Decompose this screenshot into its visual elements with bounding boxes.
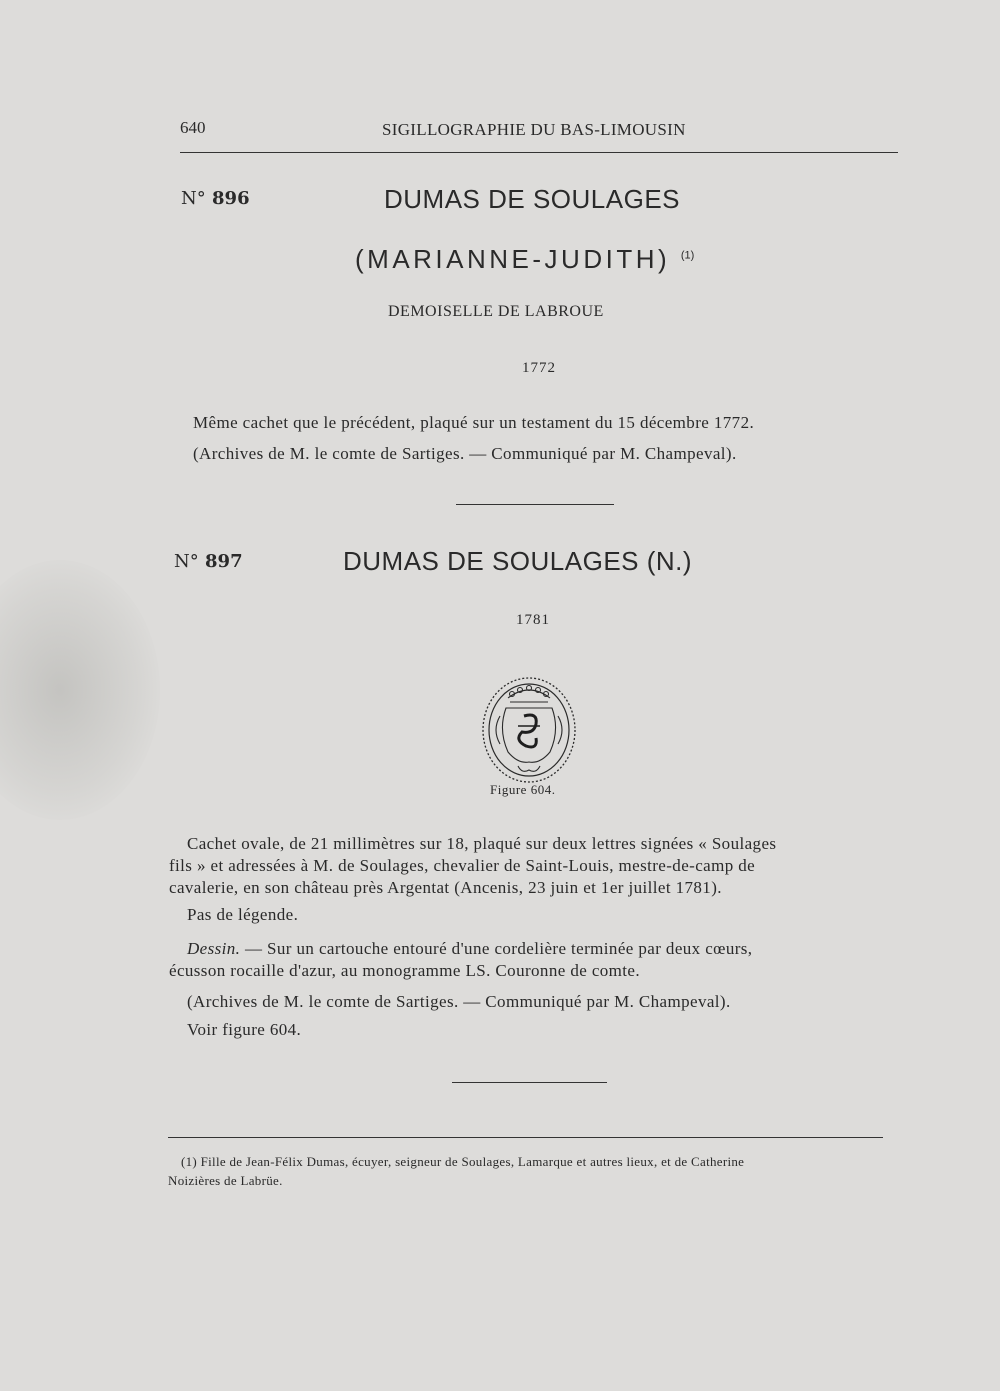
page-number: 640 [180,118,206,137]
entry-paragraph-896-2: (Archives de M. le comte de Sartiges. — Communiqué par M. Champeval). [193,444,737,463]
running-title: SIGILLOGRAPHIE DU BAS-LIMOUSIN [382,120,686,139]
entry-paragraph-897-1c: cavalerie, en son château près Argentat (Ancenis, 23 juin et 1er juillet 1781). [169,878,722,897]
entry-paragraph-897-5: Voir figure 604. [187,1020,302,1039]
number-value: 896 [212,188,250,209]
footnote-ref: (1) [680,249,695,262]
entry-paragraph-897-2: Pas de légende. [187,905,299,924]
footnote-line-2: Noizières de Labrüe. [168,1173,283,1188]
entry-paragraph-896-1: Même cachet que le précédent, plaqué sur un testament du 15 décembre 1772. [193,413,755,432]
dessin-text: — Sur un cartouche entouré d'une cordelière terminée par deux cœurs, [240,939,753,958]
entry-year-897: 1781 [516,612,550,628]
entry-paragraph-897-4: (Archives de M. le comte de Sartiges. — Communiqué par M. Champeval). [187,992,731,1011]
number-value: 897 [205,551,243,572]
paper-stain [0,560,160,820]
dessin-label: Dessin. [187,939,241,958]
entry-paragraph-897-1a: Cachet ovale, de 21 millimètres sur 18, plaqué sur deux lettres signées « Soulages [187,834,777,853]
figure-caption: Figure 604. [490,782,556,797]
footnote-line-1: (1) Fille de Jean-Félix Dumas, écuyer, seigneur de Soulages, Lamarque et autres lieux, et de Catherine [181,1154,745,1169]
section-separator [456,504,614,505]
entry-title-897: DUMAS DE SOULAGES (N.) [343,546,693,576]
end-separator [452,1082,607,1083]
footnote-rule [168,1137,883,1138]
number-prefix: N° [181,188,206,209]
entry-paragraph-897-1b: fils » et adressées à M. de Soulages, chevalier de Saint-Louis, mestre-de-camp de [169,856,756,875]
entry-paragraph-897-3b: écusson rocaille d'azur, au monogramme LS. Couronne de comte. [169,961,641,980]
seal-illustration [478,668,580,786]
entry-year-896: 1772 [522,360,556,376]
number-prefix: N° [174,551,199,572]
entry-number-896 [181,188,250,209]
header-rule [180,152,898,153]
entry-paragraph-897-3a [187,938,752,959]
entry-qualifier-896: DEMOISELLE DE LABROUE [388,303,604,320]
entry-number-897 [174,551,243,572]
entry-title-896: DUMAS DE SOULAGES [384,184,681,214]
subtitle-text: (MARIANNE-JUDITH) [355,244,671,274]
entry-subtitle-896 [355,244,694,275]
